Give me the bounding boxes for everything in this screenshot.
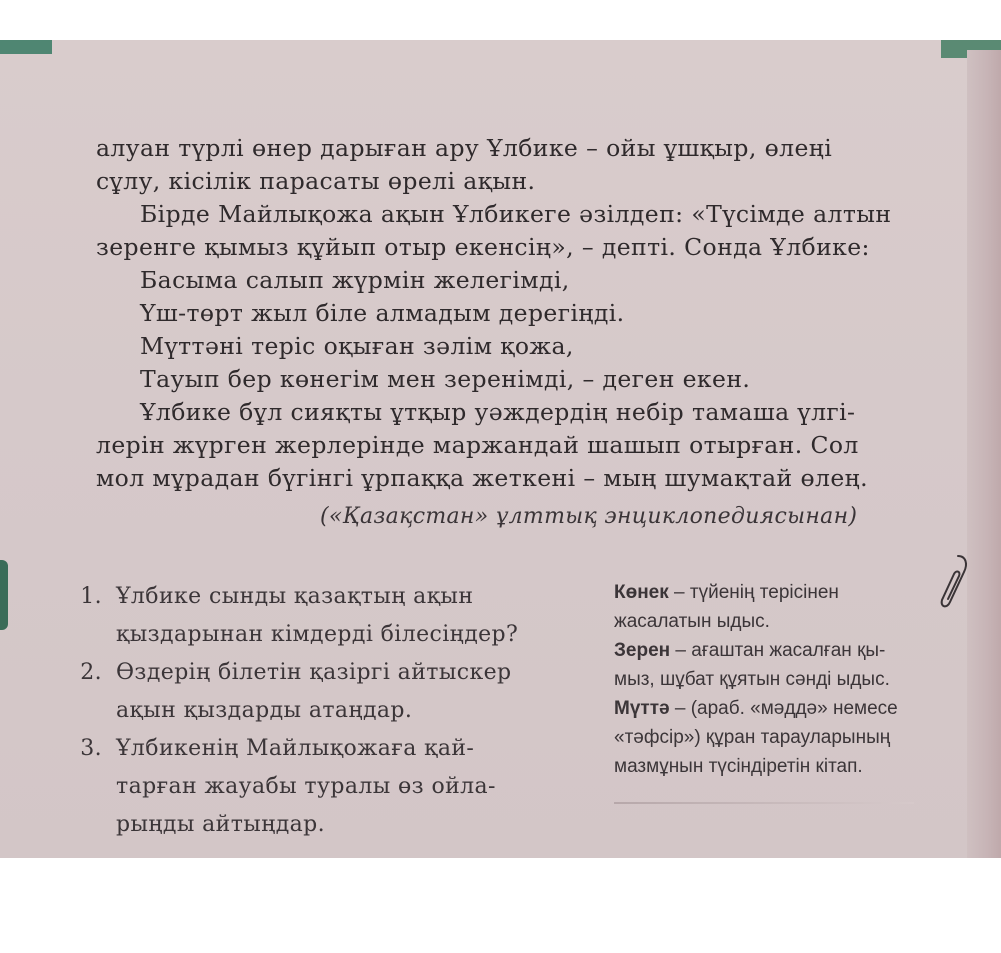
main-text [96,132,891,495]
question-item [62,654,518,692]
question-number: 2. [80,660,102,685]
text-line: лерін жүрген жерлерінде маржандай шашып отырған. Сол [96,431,859,459]
glossary-definition: – түйенің терісінен [668,582,839,603]
glossary-definition: – (араб. «мәддә» немесе [669,698,898,719]
question-text-cont: рыңды айтыңдар. [116,812,326,837]
question-item [62,578,518,616]
source-citation: («Қазақстан» ұлттық энциклопедиясынан) [320,504,858,529]
question-text-cont: тарған жауабы туралы өз ойла- [116,774,496,799]
glossary-definition-cont: мазмұнын түсіндіретін кітап. [614,756,863,777]
poem-line: Мүттәні теріс оқыған зәлім қожа, [140,332,574,360]
glossary-term: Көнек [614,582,669,603]
glossary-entry-mutta [614,694,898,723]
question-text: Өздерің білетін қазіргі айтыскер [116,660,512,685]
questions-list [62,578,518,844]
question-text: Ұлбикенің Майлықожаға қай- [116,736,475,761]
question-number: 1. [80,584,102,609]
glossary-term: Мүттә [614,698,670,719]
paperclip-icon [936,552,972,616]
glossary-definition-cont: жасалатын ыдыс. [614,611,770,632]
poem-line: Үш-төрт жыл біле алмадым дерегіңді. [140,299,625,327]
glossary-definition: – ағаштан жасалған қы- [670,640,886,661]
glossary-definition-cont: мыз, шұбат құятын сәнді ыдыс. [614,669,890,690]
text-line: Бірде Майлықожа ақын Ұлбикеге әзілдеп: «Түсімде алтын [140,200,892,228]
glossary-term: Зерен [614,640,671,661]
text-line: зеренге қымыз құйып отыр екенсің», – депті. Сонда Ұлбике: [96,233,870,261]
question-item [62,730,518,768]
glossary-entry-zeren [614,636,898,665]
glossary-entry-konek [614,578,898,607]
textbook-page-photo [0,40,1001,858]
text-line: мол мұрадан бүгінгі ұрпаққа жеткені – мың шумақтай өлең. [96,464,868,492]
page-spine-edge [967,50,1001,858]
glossary-divider [614,802,914,804]
cover-corner-left [0,40,52,54]
poem-line: Басыма салып жүрмін желегімді, [140,266,570,294]
question-text: Ұлбике сынды қазақтың ақын [116,584,474,609]
text-line: сұлу, кісілік парасаты өрелі ақын. [96,167,536,195]
text-line: алуан түрлі өнер дарыған ару Ұлбике – ойы ұшқыр, өлеңі [96,134,833,162]
poem-line: Тауып бер көнегім мен зеренімді, – деген екен. [140,365,751,393]
glossary-box [614,578,898,781]
question-text-cont: қыздарынан кімдерді білесіңдер? [116,622,519,647]
question-number: 3. [80,736,102,761]
page-edge-tab [0,560,8,630]
text-line: Ұлбике бұл сияқты ұтқыр уәждердің небір тамаша үлгі- [140,398,856,426]
question-text-cont: ақын қыздарды атаңдар. [116,698,413,723]
glossary-definition-cont: «тәфсір») құран тарауларының [614,727,891,748]
